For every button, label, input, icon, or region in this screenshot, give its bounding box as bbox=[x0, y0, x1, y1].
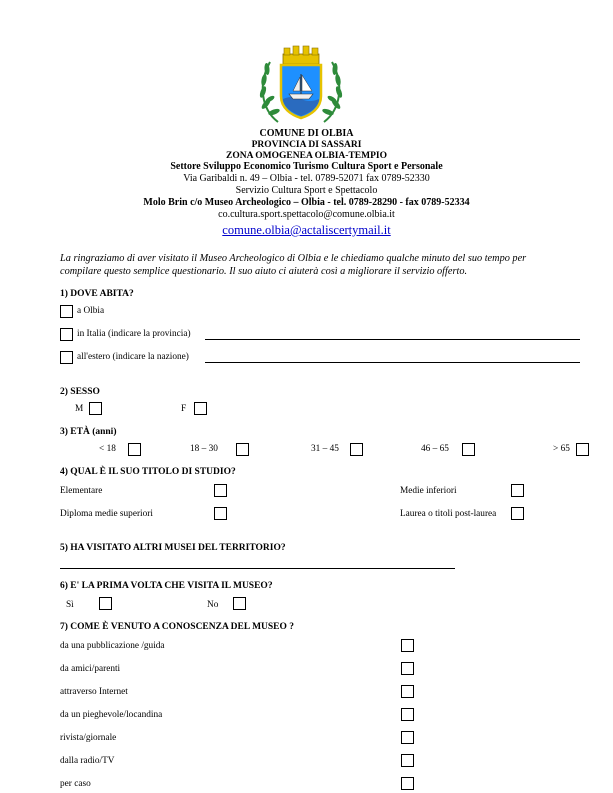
q3-option-18-30: 18 – 30 bbox=[190, 444, 218, 454]
q7-checkbox-radio-tv[interactable] bbox=[401, 754, 414, 767]
header-pec-wrap bbox=[0, 221, 613, 239]
q4-option-diploma: Diploma medie superiori bbox=[60, 509, 153, 519]
q7-option-rivista: rivista/giornale bbox=[60, 733, 117, 743]
q7-checkbox-per-caso[interactable] bbox=[401, 777, 414, 790]
q2-title: 2) SESSO bbox=[60, 387, 100, 397]
header-museo: Molo Brin c/o Museo Archeologico – Olbia - tel. 0789-28290 - fax 0789-52334 bbox=[143, 197, 470, 208]
q7-checkbox-internet[interactable] bbox=[401, 685, 414, 698]
q4-checkbox-laurea[interactable] bbox=[511, 507, 524, 520]
q4-checkbox-medie-inferiori[interactable] bbox=[511, 484, 524, 497]
q7-title: 7) COME È VENUTO A CONOSCENZA DEL MUSEO ? bbox=[60, 622, 295, 632]
q7-checkbox-rivista[interactable] bbox=[401, 731, 414, 744]
q1-option-italia: in Italia (indicare la provincia) bbox=[77, 329, 191, 339]
q7-checkbox-pubblicazione[interactable] bbox=[401, 639, 414, 652]
q7-option-internet: attraverso Internet bbox=[60, 687, 128, 697]
header-provincia: PROVINCIA DI SASSARI bbox=[251, 140, 362, 150]
q1-checkbox-italia[interactable] bbox=[60, 328, 73, 341]
q4-option-elementare: Elementare bbox=[60, 486, 103, 496]
q2-checkbox-f[interactable] bbox=[194, 402, 207, 415]
q4-title: 4) QUAL È IL SUO TITOLO DI STUDIO? bbox=[60, 467, 236, 477]
q7-option-pubblicazione: da una pubblicazione /guida bbox=[60, 641, 165, 651]
q3-option-31-45: 31 – 45 bbox=[311, 444, 339, 454]
q3-option-over65: > 65 bbox=[553, 444, 570, 454]
q2-checkbox-m[interactable] bbox=[89, 402, 102, 415]
q3-title: 3) ETÀ (anni) bbox=[60, 427, 117, 437]
q6-title: 6) E' LA PRIMA VOLTA CHE VISITA IL MUSEO? bbox=[60, 581, 273, 591]
q6-option-no: No bbox=[207, 600, 219, 610]
q1-option-estero: all'estero (indicare la nazione) bbox=[77, 352, 189, 362]
q5-answer-line[interactable] bbox=[60, 568, 455, 569]
q4-checkbox-diploma[interactable] bbox=[214, 507, 227, 520]
intro-text: La ringraziamo di aver visitato il Museo Archeologico di Olbia e le chiediamo qualche minuto del suo tempo per compilare questo semplice questionario. Il suo aiuto ci aiuterà così a migliorare il servizio offerto. bbox=[60, 253, 527, 277]
q1-title: 1) DOVE ABITA? bbox=[60, 289, 134, 299]
q7-option-amici: da amici/parenti bbox=[60, 664, 121, 674]
q3-checkbox-18-30[interactable] bbox=[236, 443, 249, 456]
q3-checkbox-31-45[interactable] bbox=[350, 443, 363, 456]
q5-title: 5) HA VISITATO ALTRI MUSEI DEL TERRITORIO? bbox=[60, 543, 286, 553]
q7-option-pieghevole: da un pieghevole/locandina bbox=[60, 710, 163, 720]
q3-checkbox-46-65[interactable] bbox=[462, 443, 475, 456]
q1-italia-input-line[interactable] bbox=[205, 339, 580, 340]
q6-option-si: Sì bbox=[66, 600, 74, 610]
q3-checkbox-over65[interactable] bbox=[576, 443, 589, 456]
q2-option-f: F bbox=[181, 404, 187, 414]
q3-option-46-65: 46 – 65 bbox=[421, 444, 449, 454]
q1-option-olbia: a Olbia bbox=[77, 306, 105, 316]
pec-email-link[interactable]: comune.olbia@actaliscertymail.it bbox=[222, 223, 391, 237]
header-email: co.cultura.sport.spettacolo@comune.olbia.it bbox=[218, 209, 395, 220]
q1-estero-input-line[interactable] bbox=[205, 362, 580, 363]
q3-checkbox-under18[interactable] bbox=[128, 443, 141, 456]
olbia-crest-logo bbox=[256, 44, 346, 124]
header-indirizzo: Via Garibaldi n. 49 – Olbia - tel. 0789-52071 fax 0789-52330 bbox=[183, 173, 430, 184]
q7-option-radio-tv: dalla radio/TV bbox=[60, 756, 115, 766]
q4-option-laurea: Laurea o titoli post-laurea bbox=[400, 509, 497, 519]
header-settore: Settore Sviluppo Economico Turismo Cultura Sport e Personale bbox=[170, 161, 443, 172]
q4-option-medie-inferiori: Medie inferiori bbox=[400, 486, 457, 496]
q3-option-under18: < 18 bbox=[99, 444, 116, 454]
header-zona: ZONA OMOGENEA OLBIA-TEMPIO bbox=[226, 151, 387, 161]
q1-checkbox-estero[interactable] bbox=[60, 351, 73, 364]
q6-checkbox-si[interactable] bbox=[99, 597, 112, 610]
q7-checkbox-pieghevole[interactable] bbox=[401, 708, 414, 721]
header-comune: COMUNE DI OLBIA bbox=[259, 128, 354, 139]
q7-option-per-caso: per caso bbox=[60, 779, 91, 789]
q1-checkbox-olbia[interactable] bbox=[60, 305, 73, 318]
header-servizio: Servizio Cultura Sport e Spettacolo bbox=[235, 185, 378, 196]
q4-checkbox-elementare[interactable] bbox=[214, 484, 227, 497]
q6-checkbox-no[interactable] bbox=[233, 597, 246, 610]
q2-option-m: M bbox=[75, 404, 84, 414]
q7-checkbox-amici[interactable] bbox=[401, 662, 414, 675]
